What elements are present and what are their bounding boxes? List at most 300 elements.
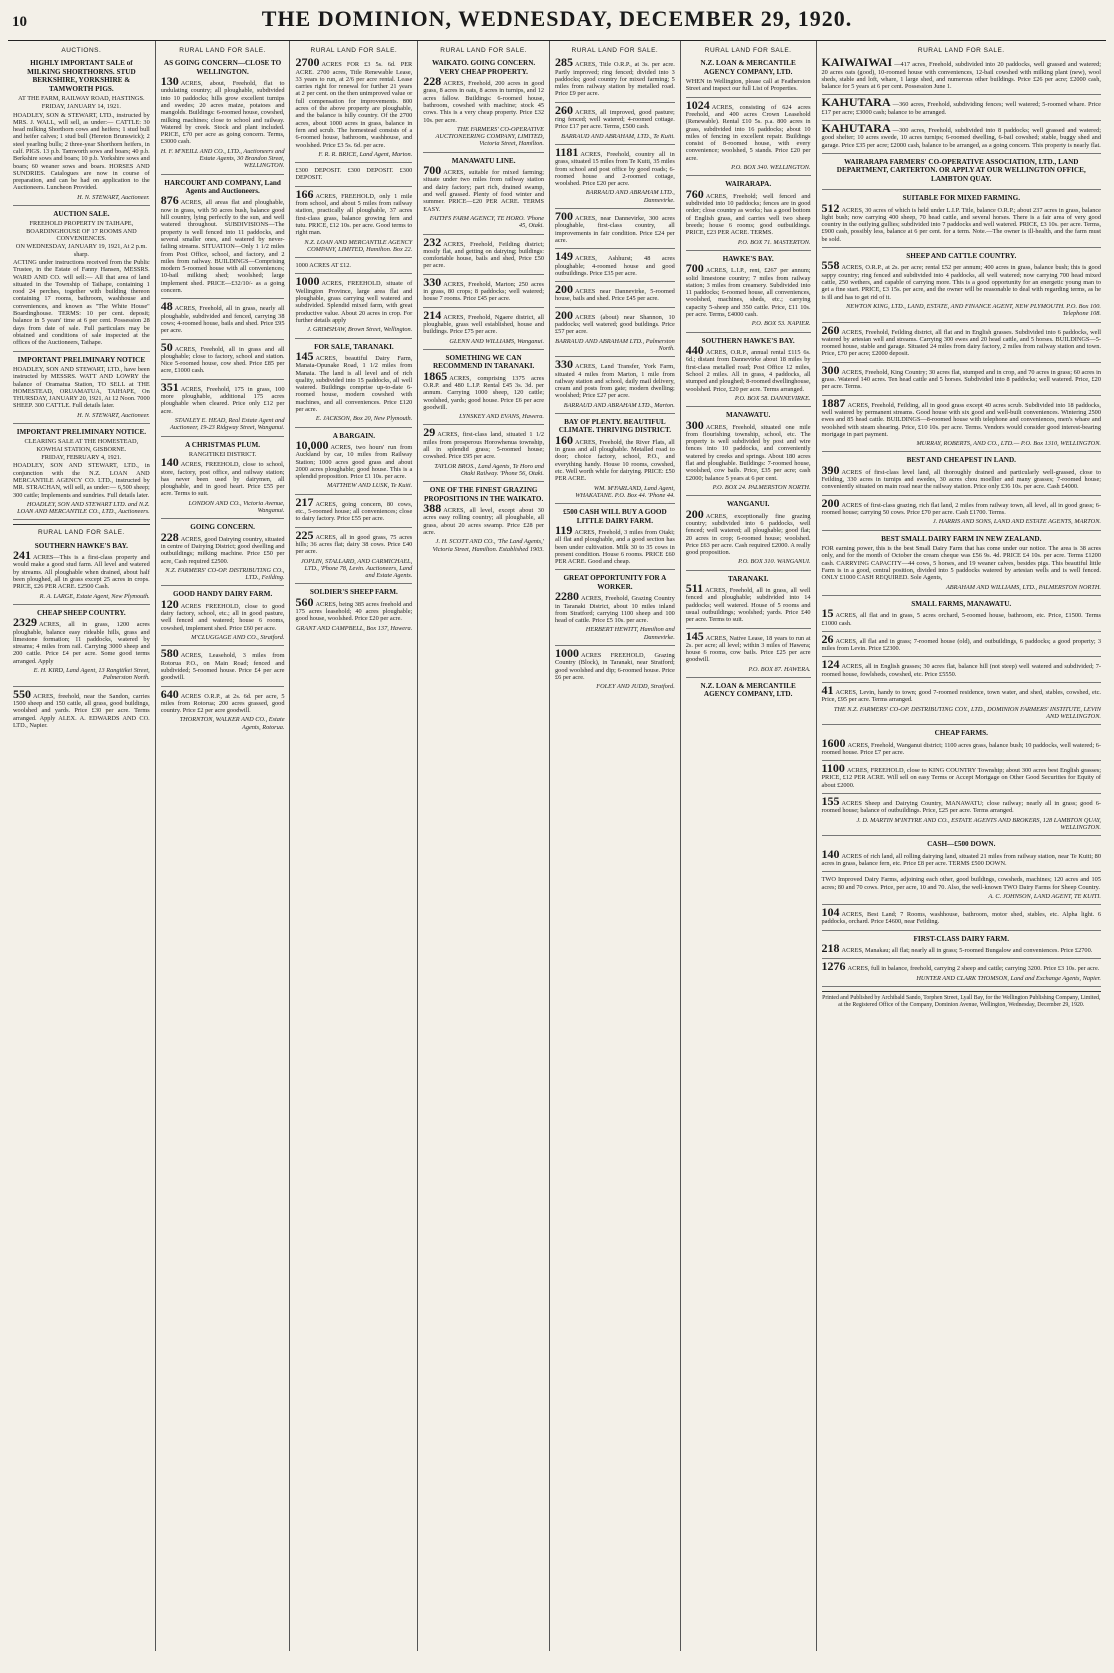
advertisement [822, 194, 1101, 248]
ad-lead-number: 145 [295, 348, 314, 363]
ad-lead-number: 155 [821, 794, 840, 809]
ad-body-paragraph [555, 307, 675, 336]
advertisement [822, 729, 1101, 761]
ad-body-paragraph [821, 846, 1101, 868]
ad-body-paragraph [160, 455, 285, 498]
column-heading: RURAL LAND FOR SALE. [310, 47, 398, 54]
advertisement [423, 234, 545, 275]
ad-body: ACRES, Freehold, situated one mile from flourishing township, school, etc. The property is well subdivided by post and wire fences into 10 paddocks, and conveniently watered by creeks and springs. About 180 acres flat and ploughable. Buildings: 7-roomed house, woolshed, cow bails. Price, £35 per acre; cash £2000; balance 5 years at 6 per cent. [685, 423, 811, 482]
ad-title: WAIRARAPA FARMERS' CO-OPERATIVE ASSOCIATION, LTD., LAND DEPARTMENT, CARTERTON. OR APPLY AT OUR WELLINGTON OFFICE, LAMBTON QUAY. [836, 157, 1086, 183]
ad-lead-number: 511 [685, 581, 704, 596]
ad-signature: J. H. SCOTT AND CO., 'The Land Agents,' Victoria Street, Hamilton. Established 1903. [432, 538, 545, 553]
advertisement [423, 425, 545, 482]
ad-body-paragraph [160, 596, 285, 632]
advertisement [295, 167, 412, 187]
ad-body: ACRES of rich land, all rolling dairying land, situated 21 miles from railway station, near Te Kuiti; 80 acres in grass, balance fern, etc. Price £8 per acre. TERMS £500 DOWN. [821, 852, 1101, 867]
ad-signature: P.O. BOX 87. HAWERA. [748, 665, 811, 673]
column [681, 41, 817, 1651]
ad-body: HOADLEY, SON AND STEWART, LTD., in conjunction with the N.Z. LOAN AND MERCANTILE AGENCY CO. LTD., instructed by MR. STRACHAN, will sell, as under:— 6,500 sheep; 300 cattle; Implements and sundries. Full details later. [13, 462, 150, 499]
ad-signature: F. R. R. BRICE, Land Agent, Marton. [318, 150, 413, 158]
ad-signature: TAYLOR BROS., Land Agents, Te Horo and Otaki Railway. 'Phone 56, Otaki. [434, 462, 545, 477]
ad-body-paragraph [13, 615, 150, 665]
ad-title: BEST AND CHEAPEST IN LAND. [906, 456, 1016, 465]
ad-body: ACRES, Freehold, country all in grass, situated 15 miles from Te Kuiti, 35 miles from school and post office by good roads; 6-roomed house and 2-roomed cottage, woolshed. Price £20 per acre. [555, 150, 675, 188]
ad-title: WAIRARAPA. [725, 180, 772, 189]
ad-body: ACRES, Freehold, King Country; 30 acres flat, stumped and in crop, and 70 acres in grass; 60 acres in grass. Watered 140 acres. Ten head cattle and 5 horses. Subdivided into 8 paddocks; well watered. Price, £20 per acre. Terms. [821, 368, 1101, 391]
ad-body: 1000 ACRES AT £12. [295, 262, 352, 270]
advertisement [686, 682, 811, 705]
ad-body: ACRES, Freehold, all in grass, all well fenced and ploughable; subdivided into 14 paddocks; well watered. House of 5 rooms and usual outbuildings; woolshed; yards. Price £40 per acre. Terms to suit. [685, 587, 811, 624]
ad-lead-number: 440 [685, 343, 704, 358]
column-heading: AUCTIONS. [61, 47, 102, 54]
ad-title: IMPORTANT PRELIMINARY NOTICE [17, 355, 146, 364]
ad-body-paragraph [295, 274, 413, 324]
advertisement [161, 179, 285, 300]
ad-lead-number: 640 [160, 686, 179, 701]
ad-body-paragraph [160, 379, 285, 415]
ad-body: ACRES, all areas flat and ploughable, now in grass, with 50 acres bush, balance good hill country, lying perfectly to the sun, and well watered throughout. SUBDIVISIONS—The property is well fenced into 11 paddocks, and several smaller ones, and watered by never-failing streams. SITUATION—Only 1 1/2 miles from Post Office, school, and factory, and 2 miles from railway. BUILDINGS—Comprising modern 5-roomed house with all conveniences; 10-bail milking shed; woolshed; large implement shed. PRICE—£32/10/- as a going concern. [160, 199, 285, 295]
ad-signature: BARRAUD AND ABRAHAM LTD., Palmerston North. [555, 337, 675, 352]
ad-date: ON WEDNESDAY, JANUARY 19, 1921, At 2 p.m. sharp. [15, 243, 147, 258]
columns-container [8, 41, 1106, 1651]
ad-signature: JOPLIN, STALLARD, AND CARMICHAEL, LTD., 'Phone 78, Levin. Auctioneers, Land and Estate Agents. [300, 557, 413, 580]
ad-lead-number: 1865 [423, 368, 448, 383]
ad-subtitle: CLEARING SALE AT THE HOMESTEAD, KOWHAI STATION, GISBORNE. [24, 438, 139, 453]
ad-body-paragraph [821, 495, 1101, 517]
advertisement [555, 646, 675, 694]
ad-title: SOUTHERN HAWKE'S BAY. [701, 336, 795, 345]
ad-body-paragraph [821, 941, 1101, 956]
ad-body: HOADLEY, SON & STEWART, LTD., instructed by MRS. J. WALL, will sell, as under:— CATTLE: 30 head milking Shorthorn cows and heifers; 1 stud bull and heifer calves; 1 stud bull (Hereton Brunswick); 2 steel yearling bulls; 2 three-year Shorthorn heifers, in calf. PIGS. 13 p.b. Tamworth sows and boars; 40 p.b. Berkshire sows and boars; 10 p.b. Yorkshire sows and boars; 60 weaner sows and boars. HORSES AND SUNDRIES. Catalogues are now in course of preparation, and can be had on application to the Auctioneers. Luncheon Provided. [13, 111, 150, 192]
ad-signature: J. GRIMSHAW, Brown Street, Wellington. [307, 326, 413, 334]
ad-body-paragraph [295, 348, 413, 413]
ad-body: ACRES, 30 acres of which is held under L.I.P. Title, balance O.R.P.; about 237 acres in grass, balance light bush; now carrying 400 sheep, 70 head cattle, and several horses. There is a fair area of very good country in the outlying gullies; subdivided into 7 paddocks and well watered. PRICE, £3 10s. per acre. Terms, £900 cash, possibly less, balance at 6 per cent. for a term. Note.—The owner is ill-health, and the farm must be sold. [821, 206, 1101, 243]
advertisement [555, 307, 675, 357]
ad-body-paragraph [685, 186, 811, 237]
ad-body-paragraph [423, 425, 545, 461]
ad-lead-number: KAHUTARA [821, 121, 891, 136]
ad-lead-number: 166 [295, 186, 314, 201]
ad-body-paragraph [13, 686, 150, 729]
ad-body: ACRES, Freehold, all in grass, nearly all ploughable, subdivided and fenced, carrying 38 cows; 4-roomed house, bails and shed. Price £95 per acre. [160, 305, 285, 335]
ad-body-paragraph [821, 959, 1101, 974]
ad-title: HIGHLY IMPORTANT SALE of MILKING SHORTHORNS. STUD BERKSHIRE, YORKSHIRE & TAMWORTH PIGS. [27, 59, 136, 93]
advertisement [822, 935, 1101, 960]
ad-lead-number: 1600 [821, 735, 846, 750]
ad-lead-number: 2700 [295, 55, 320, 70]
advertisement [822, 600, 1101, 632]
ad-body-paragraph [685, 97, 811, 162]
ad-body-paragraph [423, 274, 545, 303]
ad-body-paragraph [685, 343, 811, 393]
column-heading: RURAL LAND FOR SALE. [571, 47, 659, 54]
advertisement [423, 157, 544, 235]
ad-body: ACRES, Leasehold, 3 miles from Rotorua P.O., on Main Road; fenced and subdivided; 5-roomed house. Price £4 per acre goodwill. [160, 652, 285, 682]
ad-body: ACRES, FREEHOLD, only 1 mile from school, and about 5 miles from railway station, practically all ploughable, 37 acres first-class grass, balance growing fern and tutu. PRICE, £12 10s. per acre. Good terms to right man. [295, 192, 413, 237]
ad-body: ACRES, suitable for mixed farming; situate under two miles from railway station and dairy factory; part rich, drained swamp, and well grassed. Plenty of food winter and summer. PRICE—£20 PER ACRE. TERMS EASY. [423, 169, 545, 213]
advertisement [160, 379, 285, 437]
ad-body-paragraph [822, 876, 1101, 891]
advertisement [821, 395, 1101, 453]
ad-body: ACRES, Title O.R.P., at 3s. per acre. Partly improved; ring fenced; divided into 3 paddocks; good country for mixed farming; 5 miles from railway station by metalled road. Price £9 per acre. [555, 61, 675, 98]
ad-body: ACRES, full in balance, freehold, carrying 2 sheep and cattle; carrying 3200. Price £3 10s. per acre. [847, 965, 1100, 973]
ad-lead-number: 390 [821, 462, 840, 477]
ad-body: ACRES, exceptionally fine grazing country; subdivided into 6 paddocks, well fenced; well watered; all ploughable; good flat; 20 acres in crop; 6-roomed house; woolshed. Price £63 per acre. Cash required £2000. A really good proposition. [685, 512, 811, 557]
advertisement [161, 59, 285, 174]
ad-lead-number: 149 [555, 249, 574, 264]
ad-body: ACRES, all flat and in grass; 7-roomed house (old), and outbuildings, 6 paddocks; a good property; 3 miles from Levin. Price £2300. [821, 637, 1101, 653]
ad-signature: P.O. BOX 53. NAPIER. [751, 320, 811, 328]
ad-body: £300 DEPOSIT. £300 DEPOSIT. £300 DEPOSIT. [295, 167, 413, 182]
ad-lead-number: 260 [821, 322, 840, 337]
ad-body: ACRES, O.R.P., at 2s. per acre; rental £52 per annum; 400 acres in grass, balance bush; this is good sappy country; ring fenced and subdivided into 4 paddocks, all well watered; now carrying 700 head mixed cattle, 250 wethers, and capable of carrying more. This is a good opportunity for an energetic young man to get a fine start. PRICE, £3 15s. per acre, and the owner will be reasonable to deal with regarding terms, as he is ill and has to get rid of it. [821, 264, 1101, 301]
advertisement [821, 631, 1101, 658]
advertisement [821, 121, 1101, 154]
column-heading: RURAL LAND FOR SALE. [704, 47, 792, 54]
ad-body: ACRES, Freehold, 3 miles from Otaki; all flat and ploughable, and a good section has been under cultivation. Milk 30 to 35 cows in present condition. House 6 rooms. PRICE £60 PER ACRE. Good and cheap. [555, 528, 675, 566]
ad-subtitle: FREEHOLD PROPERTY IN TAIHAPE, BOARDINGHOUSE OF 17 ROOMS AND CONVENIENCES. [26, 220, 137, 243]
ad-title: CASH—£500 DOWN. [927, 840, 996, 849]
ad-title: AUCTION SALE. [53, 210, 110, 219]
ad-signature: R. A. LARGE, Estate Agent, New Plymouth. [39, 592, 150, 600]
ad-body-paragraph [160, 686, 285, 715]
ad-subtitle: AT THE FARM, RAILWAY ROAD, HASTINGS. [18, 94, 145, 102]
ad-title: WANGANUI. [726, 500, 770, 509]
ad-body-paragraph [555, 55, 675, 98]
ad-signature: WM. M'FARLAND, Land Agent, WHAKATANE. P.O. Box 44. 'Phone 44. [575, 484, 675, 499]
ad-body-paragraph [160, 299, 285, 335]
ad-lead-number: 876 [160, 193, 179, 208]
ad-body-paragraph [555, 522, 675, 566]
ad-body-paragraph [160, 339, 285, 375]
ad-signature: THE N.Z. FARMERS' CO-OP. DISTRIBUTING COY., LTD., DOMINION FARMERS' INSTITUTE, LEVIN AND WELLINGTON. [833, 705, 1101, 720]
ad-body-paragraph [295, 594, 413, 623]
ad-body-paragraph [686, 78, 811, 93]
ad-lead-number: 260 [555, 102, 574, 117]
ad-lead-number: 388 [423, 501, 442, 516]
ad-lead-number: 241 [13, 548, 31, 563]
ad-body: ACRES, Levin, handy to town; good 7-roomed residence, town water, and shed, stables, cowshed, etc. Price, £95 per acre. Terms arranged. [821, 688, 1101, 704]
advertisement [295, 262, 412, 274]
ad-body-paragraph [160, 74, 285, 146]
ad-title: HAWKE'S BAY. [722, 254, 774, 263]
ad-body-paragraph [821, 55, 1101, 91]
ad-lead-number: 1000 [295, 274, 320, 289]
ad-body-paragraph [13, 366, 150, 410]
ad-signature: MATTHEW AND LUSK, Te Kuiti. [327, 482, 413, 490]
ad-body: ACRES of first-class level land, all thoroughly drained and particularly well-grassed, close to Feilding, 330 acres in turnips and swedes, 30 acres chou moellier and many grasses; 7-roomed house; conveniently situated on main road near the railway station. Price only £36 10s. per acre. Cash £4000. [821, 468, 1101, 491]
ad-lead-number: 760 [685, 186, 704, 201]
advertisement [555, 144, 675, 209]
ad-lead-number: 1100 [821, 761, 845, 776]
ad-body: —360 acres, Freehold, subdividing fences; well watered; 5-roomed whare. Price £17 per acre; £3000 cash; balance to be arranged. [821, 101, 1101, 116]
ad-title: N.Z. LOAN & MERCANTILE AGENCY COMPANY, LTD. [700, 682, 796, 699]
ad-title: TARANAKI. [727, 574, 769, 583]
ad-lead-number: 41 [821, 682, 834, 697]
advertisement [423, 354, 544, 426]
ad-signature: ABRAHAM AND WILLIAMS, LTD., PALMERSTON NORTH. [945, 583, 1101, 591]
ad-body: ACRES, Native Lease, 18 years to run at 2s. per acre; all level; within 3 miles of Hawera; house 6 rooms, cow bails. Price £25 per acre goodwill. [685, 634, 811, 664]
advertisement [423, 486, 544, 557]
ad-body-paragraph [423, 74, 545, 124]
ad-body-paragraph [423, 368, 545, 411]
ad-body: ACRES, Freehold, Wanganui district; 1100 acres grass, balance bush; 10 paddocks, well watered; 6-roomed house. Price £7 per acre. [821, 741, 1101, 756]
advertisement [161, 590, 285, 646]
ad-title: FIRST-CLASS DAIRY FARM. [913, 934, 1010, 943]
masthead [8, 6, 1106, 41]
ad-lead-number: 351 [160, 379, 179, 394]
ad-lead-number: 550 [13, 686, 31, 701]
advertisement [555, 574, 675, 646]
ad-body-paragraph [685, 506, 811, 557]
ad-signature: H. F. M'NEILL AND CO., LTD., Auctioneers and Estate Agents, 30 Brandon Street, WELLINGTON. [160, 147, 285, 170]
ad-body: ACRES, FREEHOLD, close to school, store, factory, post office, and railway station; has never been used by dairymen, all ploughable, and in good heart. Price £55 per acre. Terms to suit. [160, 461, 285, 498]
ad-body: ACRES (about) near Shannon, 10 paddocks; well watered; good buildings. Price £57 per acre. [555, 313, 675, 336]
ad-title: MANAWATU LINE. [451, 156, 516, 165]
ad-body-paragraph [821, 200, 1101, 243]
ad-signature: LYNSKEY AND EVANS, Hawera. [459, 413, 545, 421]
advertisement [423, 59, 544, 152]
ad-body: ACRES O.R.P., at 2s. 6d. per acre, 5 miles from Rotorua; 200 acres grassed, good country. Price £2 per acre goodwill. [160, 692, 285, 715]
ad-body-paragraph [555, 282, 675, 303]
ad-body-paragraph [423, 234, 545, 270]
ad-signature: GLENN AND WILLIAMS, Wanganui. [449, 337, 545, 345]
page-number: 10 [12, 14, 27, 30]
ad-body-paragraph [821, 362, 1101, 391]
ad-title: WAIKATO. GOING CONCERN. VERY CHEAP PROPERTY. [432, 59, 536, 76]
ad-body-paragraph [555, 357, 675, 400]
advertisement [555, 209, 675, 249]
ad-signature: FAITH'S FARM AGENCY, TE HORO. 'Phone 45, Otaki. [429, 214, 545, 230]
ad-signature: N.Z. FARMERS' CO-OP. DISTRIBUTING CO., LTD., Feilding. [165, 566, 285, 582]
ad-lead-number: 140 [821, 846, 840, 861]
ad-lead-number: 700 [555, 209, 574, 224]
ad-body-paragraph [295, 167, 412, 182]
ad-lead-number: 228 [423, 74, 442, 89]
ad-lead-number: 50 [160, 339, 173, 354]
ad-body: ACRES, Freehold, all in grass and all ploughable; close to factory, school and station. Nice 5-roomed house, cow shed. Price £85 per acre, £1000 cash. [160, 345, 285, 375]
ad-lead-number: 300 [685, 417, 704, 432]
ad-body-paragraph [685, 628, 811, 664]
ad-lead-number: 700 [685, 261, 704, 276]
ad-body-paragraph [555, 209, 675, 244]
advertisement [295, 55, 413, 163]
advertisement [555, 508, 675, 570]
ad-body: ACRES, Freehold, Grazing Country in Taranaki District, about 10 miles inland from Stratford; carrying 1100 sheep and 100 head of cattle. Price £5 10s. per acre. [555, 595, 675, 625]
column [290, 41, 418, 1651]
column-heading: RURAL LAND FOR SALE. [917, 47, 1005, 54]
ad-title: MANAWATU. [725, 411, 771, 420]
ad-body-paragraph [821, 631, 1101, 653]
ad-lead-number: 1276 [821, 959, 846, 974]
ad-body: ACRES, Freehold; well fenced and subdivided into 10 paddocks; fences are in good order; close country as works; has a good bottom of English grass, and carries well two sheep breeds; house 6 rooms; good outbuildings. PRICE, £23 PER ACRE. TERMS. [685, 192, 811, 237]
ad-signature: STANLEY E. HEAD, Real Estate Agent and Auctioneer, 19-23 Ridgway Street, Wanganui. [170, 416, 285, 432]
ad-body-paragraph [295, 437, 413, 481]
ad-title: N.Z. LOAN & MERCANTILE AGENCY COMPANY, LTD. [700, 59, 796, 76]
ad-lead-number: 217 [295, 494, 314, 509]
ad-body-paragraph [423, 307, 545, 336]
advertisement [821, 55, 1101, 95]
ad-signature: P.O. BOX 71. MASTERTON. [737, 238, 811, 246]
ad-body-paragraph [295, 55, 413, 149]
ad-body: ACRES, two hours' run from Auckland by car, 10 miles from Railway Station; 1000 acres good grass and about 2000 acres ploughable; good house. This is a splendid proposition. Price £1 10s. per acre. [295, 443, 413, 481]
ad-body-paragraph [821, 121, 1101, 149]
ad-title: £500 CASH WILL BUY A GOOD LITTLE DAIRY FARM. [563, 508, 667, 525]
ad-lead-number: 200 [555, 282, 574, 297]
ad-subtitle: RANGITIKEI DISTRICT. [188, 450, 257, 458]
advertisement [821, 495, 1101, 531]
advertisement [13, 356, 150, 424]
ad-signature: P.O. BOX 58. DANNEVIRKE. [734, 394, 811, 402]
advertisement [295, 274, 413, 338]
ad-lead-number: 558 [821, 258, 840, 273]
ad-lead-number: 330 [555, 357, 574, 372]
ad-body-paragraph [685, 417, 811, 482]
advertisement [13, 542, 150, 605]
ad-signature: THE FARMERS' CO-OPERATIVE AUCTIONEERING COMPANY, LIMITED, Victoria Street, Hamilton. [435, 125, 545, 148]
ad-signature: E. H. KIRD, Land Agent, 13 Rangitikei Street, Palmerston North. [33, 667, 150, 682]
ad-body: ACRES, all in English grasses; 30 acres flat, balance hill (not steep) well watered and subdivided; 7-roomed house, fowlsheds, cowshed, etc. Price £5550. [821, 663, 1101, 678]
ad-body-paragraph [821, 95, 1101, 116]
ad-title: A CHRISTMAS PLUM. [185, 440, 261, 449]
ad-body-paragraph [685, 581, 811, 624]
ad-body: ACRES, Freehold, the River Flats, all in grass and all ploughable. Metalled road to door; choice factory, school, P.O., and everything handy. House 10 rooms, cowshed, etc. Well worth while for dairying. PRICE: £50 PER ACRE. [555, 438, 675, 483]
ad-lead-number: 2280 [555, 589, 580, 604]
ad-body-paragraph [295, 262, 412, 269]
advertisement [295, 527, 413, 585]
ad-body: ACRES, Freehold, Ngaere district, all ploughable, grass well established, house and buildings. Price £75 per acre. [423, 313, 545, 336]
ad-lead-number: 228 [160, 529, 179, 544]
advertisement [821, 657, 1101, 683]
ad-body-paragraph [821, 606, 1101, 627]
ad-lead-number: 145 [685, 628, 704, 643]
ad-title: BAY OF PLENTY. BEAUTIFUL CLIMATE. THRIVING DISTRICT. [558, 417, 672, 435]
ad-body: ACRES, comprising 1375 acres O.R.P. and 480 L.I.P. Rental £45 3s. 3d. per annum. Carrying 1000 sheep, 120 cattle; woolshed, yards; good house. Price £6 per acre goodwill. [423, 374, 545, 411]
ad-body: ACRES, Freehold, 175 in grass, 100 more ploughable, additional 175 acres ploughable when cleared. Price only £12 per acre. [160, 385, 285, 415]
ad-lead-number: 2329 [13, 615, 37, 630]
ad-signature: BARRAUD AND ABRAHAM LTD., Marton. [563, 401, 675, 409]
column [817, 41, 1106, 1651]
ad-title: SOMETHING WE CAN RECOMMEND IN TARANAKI. [432, 353, 535, 371]
advertisement [13, 609, 150, 687]
ad-signature: LONDON AND CO., Victoria Avenue, Wanganui. [188, 499, 285, 514]
ad-lead-number: 218 [821, 941, 840, 956]
advertisement [822, 456, 1101, 495]
ad-body-paragraph [821, 682, 1101, 704]
ad-signature: MURRAY, ROBERTS, AND CO., LTD.— P.O. Box 1310, WELLINGTON. [916, 440, 1101, 448]
ad-body: ACRES FOR £3 5s. 6d. PER ACRE. 2700 acres, Title Renewable Lease, 33 years to run, at 2/6 per acre rental. Lease carries right for renewal for further 21 years at 2 per cent. on the then unimproved value or full compensation for improvements. 800 acres of the above property are ploughable, and the balance is hilly country. Of the 2700 acres, about 1000 acres in grass, balance in fern and scrub. The homestead consists of a 6-roomed house, bathroom, washhouse, and woolshed. Price £3 5s. 6d. per acre. [295, 61, 413, 149]
ad-title: GOING CONCERN. [190, 523, 255, 532]
ad-body-paragraph [821, 761, 1101, 789]
advertisement [821, 95, 1101, 121]
ad-body-paragraph [13, 548, 150, 591]
ad-signature: H. N. STEWART, Auctioneer. [77, 411, 150, 419]
advertisement [423, 307, 545, 350]
ad-body: ACRES, Freehold, Marton; 250 acres in grass, 80 crops; 8 paddocks; well watered; house 7 rooms. Price £45 per acre. [423, 280, 545, 303]
ad-title: CHEAP SHEEP COUNTRY. [36, 608, 126, 617]
ad-body: ACRES, first-class land, situated 1 1/2 miles from prosperous Horowhenua township, all in splendid grass; 5-roomed house; cowshed. Price £95 per acre. [423, 431, 545, 461]
ad-body-paragraph [555, 102, 675, 131]
ad-lead-number: 48 [160, 299, 173, 314]
ad-signature: H. N. STEWART, Auctioneer. [77, 193, 150, 201]
ad-signature: J. HARRIS AND SONS, LAND AND ESTATE AGENTS, MARTON. [932, 518, 1101, 526]
ad-signature: NEWTON KING, LTD., LAND, ESTATE, AND FINANCE AGENT, NEW PLYMOUTH. P.O. Box 100. Telephone 108. [846, 302, 1101, 318]
advertisement [822, 158, 1101, 190]
advertisement [685, 97, 811, 177]
ad-signature: HUNTER AND CLARK THOMSON, Land and Exchange Agents, Napier. [916, 974, 1101, 982]
ad-title: SOLDIER'S SHEEP FARM. [309, 588, 398, 597]
ad-lead-number: 560 [295, 594, 314, 609]
ad-signature: HOADLEY, SON AND STEWART LTD. and N.Z. LOAN AND MERCANTILE CO., LTD., Auctioneers. [17, 500, 150, 516]
advertisement [821, 322, 1101, 363]
ad-body-paragraph [295, 186, 413, 237]
advertisement [555, 55, 675, 102]
ad-title: A BARGAIN. [332, 431, 376, 440]
section-heading: RURAL LAND FOR SALE. [38, 529, 125, 537]
ad-body: ACRES FREEHOLD, close to good dairy factory, school, etc.; all in good pasture, well fenced and watered; house 6 rooms, cowshed, implement shed. Price £60 per acre. [160, 602, 285, 632]
advertisement [13, 428, 150, 520]
column-heading: RURAL LAND FOR SALE. [440, 47, 527, 54]
ad-body: ACRES, Manakau; all flat; nearly all in grass; 5-roomed Bungalow and conveniences. Price £2700. [841, 947, 1093, 955]
advertisement [686, 500, 811, 570]
ad-body-paragraph [685, 261, 811, 319]
ad-body: ACRES, FREEHOLD, close to KING COUNTRY Township; about 300 acres best English grasses; PRICE, £12 PER ACRE. Will sell on easy Terms or Accept Mortgage on Other Good Securities for Equity of about £2000. [821, 767, 1101, 789]
ad-lead-number: 29 [423, 425, 436, 440]
ad-body: ACRES, L.I.P., rent, £267 per annum; solid limestone country; 7 miles from railway station; 3 miles from creamery. Subdivided into 11 paddocks; 6-roomed house, all conveniences, woolshed, machines, sheds, etc.; carrying capacity 5-sheep and 350 cattle. Price, £11 10s. per acre. Terms, £4000 cash. [685, 267, 811, 319]
advertisement [555, 418, 675, 504]
ad-body-paragraph [821, 322, 1101, 358]
advertisement [295, 494, 413, 528]
ad-body-paragraph [295, 494, 413, 523]
ad-signature: P.O. BOX 340. WELLINGTON. [731, 164, 811, 172]
ad-body-paragraph [555, 646, 675, 681]
ad-lead-number: 15 [821, 606, 834, 621]
ad-body: ACRES of first-class grazing, rich flat land, 2 miles from railway town, all level, all in good grass; 6-roomed house; carrying 50 cows. Price £70 per acre. Cash £1700. Terms. [821, 501, 1101, 517]
ad-body: TWO Improved Dairy Farms, adjoining each other, good buildings, cowsheds, machines; 120 acres and 105 acres; 80 and 70 cows. Price, per acre, 10 and 70. Also, the well-known TWO Dairy Farms for Sheep Country. [821, 876, 1101, 891]
ad-signature: P.O. BOX 310. WANGANUI. [738, 558, 811, 566]
advertisement [555, 249, 675, 282]
ad-lead-number: 300 [821, 362, 840, 377]
ad-body: FOR earning power, this is the best Small Dairy Farm that has come under our notice. The area is 38 acres only, and for the month of October the cream cheque was £56 9s. 4d. PRICE £4 10s. per acre. Terms £1200 cash. CARRYING CAPACITY—44 cows, 5 horses, and 19 weaner calves, besides pigs. This beautiful little Farm is in a good, central position, divided into 5 paddocks watered by artesian wells and is well fenced. ONLY £1000 CASH REQUIRED. Sole Agents, [821, 545, 1101, 582]
ad-body-paragraph [160, 529, 285, 565]
advertisement [160, 686, 285, 735]
advertisement [686, 255, 811, 333]
ad-lead-number: 1887 [821, 395, 846, 410]
ad-title: SUITABLE FOR MIXED FARMING. [902, 194, 1021, 203]
ad-body-paragraph [295, 527, 413, 556]
ad-body: ACRES, Best Land; 7 Rooms, washhouse, bathroom, motor shed, stables, etc. Alpha light. 6 paddocks, orchard. Price £4600, near Feilding. [821, 911, 1101, 926]
advertisement [822, 252, 1101, 322]
advertisement [295, 343, 412, 428]
ad-body-paragraph [555, 589, 675, 625]
advertisement [821, 761, 1101, 794]
ad-body: ACRES, good Dairying country, situated in centre of Dairying District; good dwelling and outbuildings; milking machine. Price £50 per acre, Cash required £2500. [160, 535, 285, 565]
advertisement [821, 794, 1101, 836]
advertisement [161, 523, 285, 586]
ad-body: ACRES, Land Transfer, York Farm, situated 4 miles from Marton, 1 mile from railway station and school, daily mail delivery, cream and posts from gate; modern dwelling; woolshed; Price £27 per acre. [555, 363, 675, 400]
ad-body: ACRES, going concern, 80 cows, etc., 5-roomed house; all conveniences; close to dairy factory. Price £55 per acre. [295, 500, 413, 523]
ad-signature: P.O. BOX 24. PALMERSTON NORTH. [712, 483, 811, 491]
ad-body: ACRES, freehold, near the Sandon, carries 1500 sheep and 150 cattle, all grass, good buildings, woolshed and yards. Price £30 per acre. Terms arranged. Apply ALEX. A. EDWARDS AND CO. LTD., Napier. [13, 692, 150, 729]
ad-title: AS GOING CONCERN—CLOSE TO WELLINGTON. [163, 59, 282, 76]
advertisement [160, 299, 285, 339]
advertisement [13, 59, 150, 206]
ad-title: SOUTHERN HAWKE'S BAY. [34, 541, 128, 550]
column [550, 41, 681, 1651]
ad-body-paragraph [555, 144, 675, 188]
column [418, 41, 550, 1651]
ad-lead-number: 200 [821, 495, 840, 510]
